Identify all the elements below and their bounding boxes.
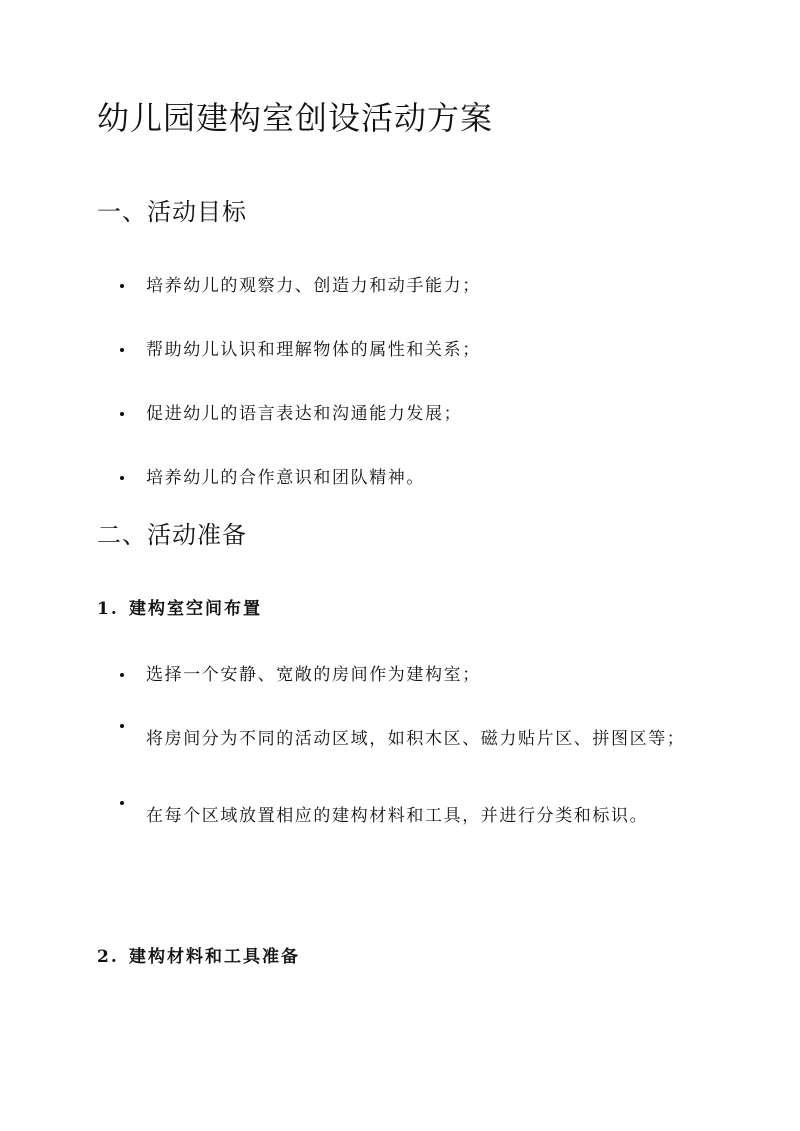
subsection-title: 建构室空间布置	[129, 599, 262, 619]
list-item	[0, 465, 692, 491]
bullet-dot-icon	[120, 476, 124, 480]
space-layout-list	[0, 662, 692, 880]
list-item	[0, 790, 692, 842]
list-item-text: 培养幼儿的观察力、创造力和动手能力；	[146, 276, 481, 296]
list-item-text: 选择一个安静、宽敞的房间作为建构室；	[146, 665, 481, 685]
subsection-heading-space-layout	[97, 596, 262, 622]
list-item-text: 促进幼儿的语言表达和沟通能力发展；	[146, 404, 463, 424]
list-item-text: 培养幼儿的合作意识和团队精神。	[146, 468, 425, 488]
bullet-dot-icon	[120, 673, 124, 677]
goals-list	[0, 273, 692, 529]
list-item	[0, 273, 692, 299]
bullet-dot-icon	[120, 724, 124, 728]
subsection-number: 2.	[97, 947, 119, 967]
subsection-heading-materials	[97, 944, 300, 970]
list-item	[0, 662, 692, 688]
bullet-dot-icon	[120, 348, 124, 352]
subsection-title: 建构材料和工具准备	[129, 947, 300, 967]
list-item	[0, 401, 692, 427]
document-title: 幼儿园建构室创设活动方案	[97, 99, 494, 137]
list-item-text: 将房间分为不同的活动区域，如积木区、磁力贴片区、拼图区等；	[146, 729, 686, 749]
list-item	[0, 713, 692, 765]
list-item	[0, 337, 692, 363]
subsection-number: 1.	[97, 599, 119, 619]
section-heading-goals: 一、活动目标	[97, 198, 247, 226]
bullet-dot-icon	[120, 412, 124, 416]
bullet-dot-icon	[120, 801, 124, 805]
bullet-dot-icon	[120, 284, 124, 288]
list-item-text: 帮助幼儿认识和理解物体的属性和关系；	[146, 340, 481, 360]
section-heading-preparation: 二、活动准备	[97, 521, 247, 549]
list-item-text: 在每个区域放置相应的建构材料和工具，并进行分类和标识。	[146, 806, 649, 826]
